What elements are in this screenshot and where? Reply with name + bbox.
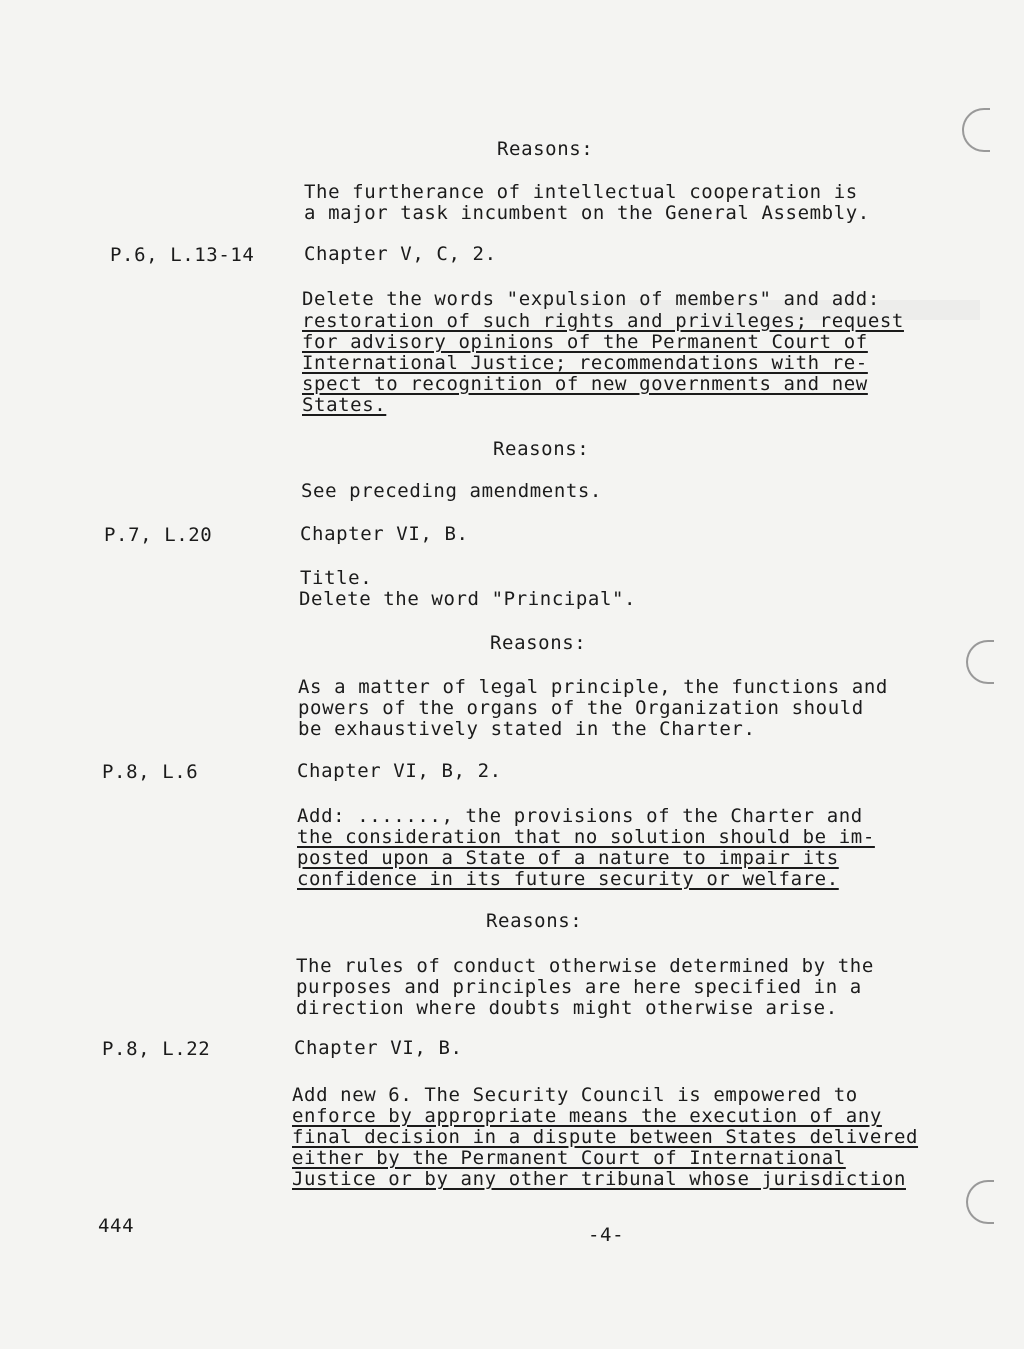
paragraph-line: be exhaustively stated in the Charter. (298, 718, 756, 740)
paragraph-line: Delete the words "expulsion of members" and add: (302, 288, 880, 310)
paragraph-line: See preceding amendments. (301, 480, 602, 502)
underlined-amendment-line: either by the Permanent Court of International (292, 1147, 846, 1169)
punch-hole (966, 640, 994, 684)
underlined-amendment-line: final decision in a dispute between States delivered (292, 1126, 919, 1148)
page-line-reference: P.7, L.20 (104, 524, 213, 546)
paragraph-line: Delete the word "Principal". (299, 588, 637, 610)
reasons-heading: Reasons: (497, 138, 594, 160)
underlined-amendment-line: International Justice; recommendations with re- (302, 352, 868, 374)
underlined-amendment-line: the consideration that no solution should be im- (297, 826, 875, 848)
chapter-reference: Chapter VI, B. (300, 523, 469, 545)
page-line-reference: P.6, L.13-14 (110, 244, 255, 266)
chapter-reference: Chapter V, C, 2. (304, 243, 497, 265)
paragraph-line: The rules of conduct otherwise determined by the (296, 955, 874, 977)
chapter-reference: Chapter VI, B, 2. (297, 760, 502, 782)
paragraph-line: Title. (300, 567, 373, 589)
punch-hole (966, 1180, 994, 1224)
underlined-amendment-line: Justice or by any other tribunal whose jurisdiction (292, 1168, 906, 1190)
page-line-reference: P.8, L.22 (102, 1038, 211, 1060)
paragraph-line: Add new 6. The Security Council is empowered to (292, 1084, 858, 1106)
underlined-amendment-line: for advisory opinions of the Permanent Court of (302, 331, 868, 353)
paragraph-line: The furtherance of intellectual cooperation is (304, 181, 858, 203)
underlined-amendment-line: posted upon a State of a nature to impair its (297, 847, 839, 869)
paragraph-line: a major task incumbent on the General Assembly. (304, 202, 870, 224)
paragraph-line: As a matter of legal principle, the functions and (298, 676, 888, 698)
page-line-reference: P.8, L.6 (102, 761, 199, 783)
reasons-heading: Reasons: (493, 438, 590, 460)
reasons-heading: Reasons: (490, 632, 587, 654)
punch-hole (962, 108, 990, 152)
underlined-amendment-line: enforce by appropriate means the execution of any (292, 1105, 882, 1127)
paragraph-line: Add: ......., the provisions of the Charter and (297, 805, 863, 827)
paragraph-line: purposes and principles are here specified in a (296, 976, 862, 998)
underlined-amendment-line: spect to recognition of new governments and new (302, 373, 868, 395)
archive-number: 444 (98, 1215, 135, 1237)
underlined-amendment-line: confidence in its future security or welfare. (297, 868, 839, 890)
underlined-amendment-line: restoration of such rights and privileges; request (302, 310, 904, 332)
underlined-amendment-line: States. (302, 394, 387, 416)
reasons-heading: Reasons: (486, 910, 583, 932)
page-number: -4- (588, 1224, 625, 1246)
paragraph-line: direction where doubts might otherwise arise. (296, 997, 838, 1019)
chapter-reference: Chapter VI, B. (294, 1037, 463, 1059)
paragraph-line: powers of the organs of the Organization should (298, 697, 864, 719)
